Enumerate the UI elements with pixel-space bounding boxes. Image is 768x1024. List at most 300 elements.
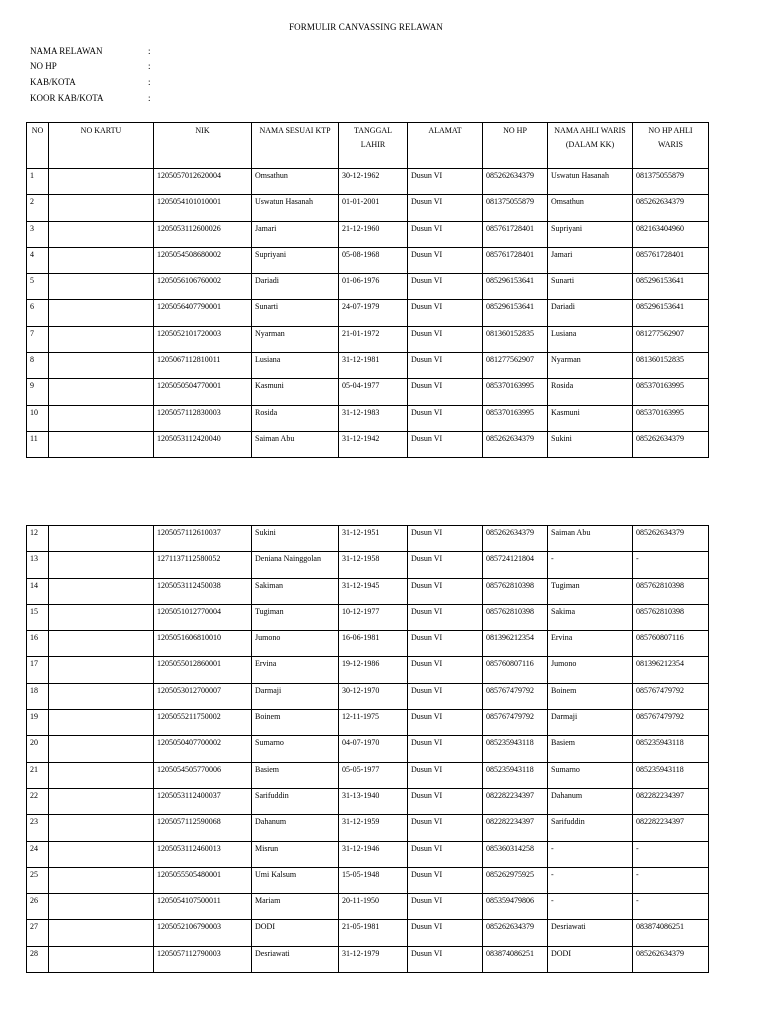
- cell-alamat: Dusun VI: [408, 578, 483, 604]
- cell-nama: Ervina: [252, 657, 339, 683]
- cell-no: 2: [27, 195, 49, 221]
- cell-nik: 1205050504770001: [154, 379, 252, 405]
- cell-no-kartu: [49, 552, 154, 578]
- cell-no-hp-ahli-waris: 085262634379: [633, 946, 709, 972]
- cell-tanggal-lahir: 12-11-1975: [339, 710, 408, 736]
- cell-nik: 1205051606810010: [154, 631, 252, 657]
- cell-no-kartu: [49, 169, 154, 195]
- cell-no-kartu: [49, 221, 154, 247]
- cell-nik: 1205057112830003: [154, 405, 252, 431]
- table-row: [27, 657, 709, 683]
- cell-tanggal-lahir: 31-12-1983: [339, 405, 408, 431]
- cell-nama: Sukini: [252, 526, 339, 552]
- cell-no: 4: [27, 247, 49, 273]
- cell-alamat: Dusun VI: [408, 762, 483, 788]
- cell-alamat: Dusun VI: [408, 788, 483, 814]
- cell-nama: Misrun: [252, 841, 339, 867]
- cell-alamat: Dusun VI: [408, 683, 483, 709]
- cell-no-hp: 081360152835: [483, 326, 548, 352]
- cell-no: 19: [27, 710, 49, 736]
- canvassing-table-part-2: [26, 525, 709, 973]
- cell-nik: 1205056106760002: [154, 274, 252, 300]
- cell-ahli-waris: Saiman Abu: [548, 526, 633, 552]
- cell-no-hp: 085262634379: [483, 431, 548, 457]
- cell-ahli-waris: Basiem: [548, 736, 633, 762]
- cell-alamat: Dusun VI: [408, 736, 483, 762]
- cell-alamat: Dusun VI: [408, 710, 483, 736]
- cell-no: 13: [27, 552, 49, 578]
- cell-nik: 1271137112580052: [154, 552, 252, 578]
- cell-ahli-waris: Sumarno: [548, 762, 633, 788]
- cell-nama: Nyarman: [252, 326, 339, 352]
- cell-no-hp-ahli-waris: 085296153641: [633, 274, 709, 300]
- cell-no: 28: [27, 946, 49, 972]
- cell-tanggal-lahir: 31-13-1940: [339, 788, 408, 814]
- cell-no: 7: [27, 326, 49, 352]
- field-colon: :: [148, 61, 151, 72]
- cell-nama: Jumono: [252, 631, 339, 657]
- cell-alamat: Dusun VI: [408, 946, 483, 972]
- field-label: NAMA RELAWAN: [30, 45, 103, 56]
- cell-nama: Uswatun Hasanah: [252, 195, 339, 221]
- cell-no-hp-ahli-waris: 085761728401: [633, 247, 709, 273]
- cell-alamat: Dusun VI: [408, 631, 483, 657]
- cell-no: 1: [27, 169, 49, 195]
- cell-no-hp: 081375055879: [483, 195, 548, 221]
- cell-no-kartu: [49, 920, 154, 946]
- cell-no: 5: [27, 274, 49, 300]
- cell-ahli-waris: Sunarti: [548, 274, 633, 300]
- header-nama-sesuai-ktp: NAMA SESUAI KTP: [252, 123, 339, 169]
- cell-ahli-waris: Boinem: [548, 683, 633, 709]
- cell-no: 17: [27, 657, 49, 683]
- cell-alamat: Dusun VI: [408, 353, 483, 379]
- cell-no-kartu: [49, 762, 154, 788]
- cell-no-kartu: [49, 841, 154, 867]
- cell-alamat: Dusun VI: [408, 526, 483, 552]
- cell-no-kartu: [49, 946, 154, 972]
- table-row: [27, 326, 709, 352]
- table-row: [27, 736, 709, 762]
- cell-no-hp: 082282234397: [483, 788, 548, 814]
- header-no: NO: [27, 123, 49, 169]
- cell-no-hp: 085767479792: [483, 683, 548, 709]
- cell-nama: Sarifuddin: [252, 788, 339, 814]
- cell-nik: 1205053112400037: [154, 788, 252, 814]
- form-title: FORMULIR CANVASSING RELAWAN: [289, 22, 443, 32]
- table-row: [27, 946, 709, 972]
- cell-ahli-waris: Dariadi: [548, 300, 633, 326]
- field-colon: :: [148, 92, 151, 103]
- cell-no-hp-ahli-waris: 085370163995: [633, 405, 709, 431]
- cell-nik: 1205054505770006: [154, 762, 252, 788]
- cell-tanggal-lahir: 05-08-1968: [339, 247, 408, 273]
- cell-no-kartu: [49, 815, 154, 841]
- cell-alamat: Dusun VI: [408, 274, 483, 300]
- cell-tanggal-lahir: 20-11-1950: [339, 894, 408, 920]
- cell-nik: 1205053112460013: [154, 841, 252, 867]
- cell-tanggal-lahir: 31-12-1981: [339, 353, 408, 379]
- header-nik: NIK: [154, 123, 252, 169]
- cell-no-hp: 083874086251: [483, 946, 548, 972]
- table-row: [27, 526, 709, 552]
- cell-no-hp-ahli-waris: 081375055879: [633, 169, 709, 195]
- cell-alamat: Dusun VI: [408, 867, 483, 893]
- cell-ahli-waris: Darmaji: [548, 710, 633, 736]
- cell-nik: 1205054101010001: [154, 195, 252, 221]
- cell-ahli-waris: Nyarman: [548, 353, 633, 379]
- field-nama-relawan: [30, 43, 158, 59]
- cell-alamat: Dusun VI: [408, 920, 483, 946]
- cell-no: 14: [27, 578, 49, 604]
- cell-tanggal-lahir: 31-12-1945: [339, 578, 408, 604]
- cell-no-hp-ahli-waris: 085767479792: [633, 683, 709, 709]
- cell-no-kartu: [49, 657, 154, 683]
- cell-no: 25: [27, 867, 49, 893]
- cell-no-kartu: [49, 379, 154, 405]
- cell-no-kartu: [49, 247, 154, 273]
- cell-no-hp-ahli-waris: 081277562907: [633, 326, 709, 352]
- cell-ahli-waris: Supriyani: [548, 221, 633, 247]
- cell-no-hp: 085262634379: [483, 920, 548, 946]
- cell-no-hp-ahli-waris: 083874086251: [633, 920, 709, 946]
- cell-no-kartu: [49, 736, 154, 762]
- table-row: [27, 604, 709, 630]
- cell-no-hp-ahli-waris: -: [633, 894, 709, 920]
- cell-no: 11: [27, 431, 49, 457]
- cell-no-hp: 085762810398: [483, 578, 548, 604]
- cell-nik: 1205052106790003: [154, 920, 252, 946]
- field-label: KOOR KAB/KOTA: [30, 92, 104, 103]
- cell-alamat: Dusun VI: [408, 379, 483, 405]
- header-nama-ahli-waris: NAMA AHLI WARIS (DALAM KK): [548, 123, 633, 169]
- cell-tanggal-lahir: 05-05-1977: [339, 762, 408, 788]
- cell-tanggal-lahir: 21-12-1960: [339, 221, 408, 247]
- cell-no-hp-ahli-waris: 081396212354: [633, 657, 709, 683]
- cell-tanggal-lahir: 05-04-1977: [339, 379, 408, 405]
- cell-tanggal-lahir: 31-12-1959: [339, 815, 408, 841]
- cell-nama: Tugiman: [252, 604, 339, 630]
- cell-tanggal-lahir: 31-12-1942: [339, 431, 408, 457]
- cell-no: 16: [27, 631, 49, 657]
- table-row: [27, 867, 709, 893]
- table-row: [27, 920, 709, 946]
- cell-no-kartu: [49, 274, 154, 300]
- table-row: [27, 762, 709, 788]
- cell-no-kartu: [49, 604, 154, 630]
- cell-no-hp: 082282234397: [483, 815, 548, 841]
- cell-nik: 1205057112590068: [154, 815, 252, 841]
- field-kab-kota: [30, 74, 158, 90]
- header-no-hp-ahli-waris: NO HP AHLI WARIS: [633, 123, 709, 169]
- cell-no-hp: 085761728401: [483, 221, 548, 247]
- cell-tanggal-lahir: 01-01-2001: [339, 195, 408, 221]
- cell-alamat: Dusun VI: [408, 604, 483, 630]
- cell-alamat: Dusun VI: [408, 657, 483, 683]
- cell-no: 26: [27, 894, 49, 920]
- cell-nik: 1205055211750002: [154, 710, 252, 736]
- table-row: [27, 431, 709, 457]
- cell-tanggal-lahir: 31-12-1958: [339, 552, 408, 578]
- cell-no-hp: 085370163995: [483, 379, 548, 405]
- cell-ahli-waris: Desriawati: [548, 920, 633, 946]
- header-tanggal-lahir: TANGGAL LAHIR: [339, 123, 408, 169]
- cell-tanggal-lahir: 30-12-1962: [339, 169, 408, 195]
- cell-alamat: Dusun VI: [408, 815, 483, 841]
- table-row: [27, 710, 709, 736]
- field-koor-kab-kota: [30, 90, 158, 106]
- cell-no: 21: [27, 762, 49, 788]
- table-row: [27, 788, 709, 814]
- cell-nik: 1205055505480001: [154, 867, 252, 893]
- table-row: [27, 841, 709, 867]
- cell-no: 24: [27, 841, 49, 867]
- cell-no-kartu: [49, 431, 154, 457]
- cell-no-hp: 085296153641: [483, 274, 548, 300]
- cell-no-hp-ahli-waris: 082163404960: [633, 221, 709, 247]
- table-row: [27, 353, 709, 379]
- cell-no-kartu: [49, 195, 154, 221]
- cell-no: 9: [27, 379, 49, 405]
- cell-no-hp: 085724121804: [483, 552, 548, 578]
- cell-nama: Dariadi: [252, 274, 339, 300]
- table-row: [27, 578, 709, 604]
- table-row: [27, 247, 709, 273]
- cell-no-hp: 085235943118: [483, 736, 548, 762]
- cell-nama: Rosida: [252, 405, 339, 431]
- cell-alamat: Dusun VI: [408, 221, 483, 247]
- cell-nama: Deniana Nainggolan: [252, 552, 339, 578]
- cell-nik: 1205056407790001: [154, 300, 252, 326]
- cell-no: 23: [27, 815, 49, 841]
- cell-no-kartu: [49, 683, 154, 709]
- cell-ahli-waris: Rosida: [548, 379, 633, 405]
- table-row: [27, 169, 709, 195]
- cell-ahli-waris: -: [548, 894, 633, 920]
- cell-no-kartu: [49, 353, 154, 379]
- cell-ahli-waris: Lusiana: [548, 326, 633, 352]
- cell-nik: 1205054508680002: [154, 247, 252, 273]
- cell-alamat: Dusun VI: [408, 431, 483, 457]
- table-row: [27, 683, 709, 709]
- cell-nik: 1205067112810011: [154, 353, 252, 379]
- cell-nama: Sunarti: [252, 300, 339, 326]
- cell-nik: 1205053112600026: [154, 221, 252, 247]
- table-row: [27, 405, 709, 431]
- cell-no-hp: 085262634379: [483, 526, 548, 552]
- cell-no-hp-ahli-waris: 082282234397: [633, 788, 709, 814]
- cell-no-kartu: [49, 526, 154, 552]
- cell-nik: 1205057012620004: [154, 169, 252, 195]
- cell-nik: 1205053112420040: [154, 431, 252, 457]
- cell-no-hp-ahli-waris: 081360152835: [633, 353, 709, 379]
- cell-alamat: Dusun VI: [408, 169, 483, 195]
- table-header: [27, 123, 709, 169]
- cell-ahli-waris: Sarifuddin: [548, 815, 633, 841]
- cell-no-hp-ahli-waris: 085235943118: [633, 762, 709, 788]
- header-row: [27, 123, 709, 169]
- cell-alamat: Dusun VI: [408, 195, 483, 221]
- header-alamat: ALAMAT: [408, 123, 483, 169]
- cell-ahli-waris: Uswatun Hasanah: [548, 169, 633, 195]
- cell-nik: 1205054107500011: [154, 894, 252, 920]
- cell-no-hp: 085760807116: [483, 657, 548, 683]
- cell-no-kartu: [49, 894, 154, 920]
- cell-nama: Saiman Abu: [252, 431, 339, 457]
- cell-ahli-waris: Ervina: [548, 631, 633, 657]
- field-colon: :: [148, 76, 151, 87]
- cell-tanggal-lahir: 31-12-1979: [339, 946, 408, 972]
- table-row: [27, 274, 709, 300]
- cell-alamat: Dusun VI: [408, 894, 483, 920]
- table-row: [27, 221, 709, 247]
- cell-no-hp-ahli-waris: 085262634379: [633, 431, 709, 457]
- cell-no-hp-ahli-waris: 085760807116: [633, 631, 709, 657]
- cell-no-hp-ahli-waris: -: [633, 552, 709, 578]
- cell-tanggal-lahir: 15-05-1948: [339, 867, 408, 893]
- cell-tanggal-lahir: 10-12-1977: [339, 604, 408, 630]
- cell-tanggal-lahir: 31-12-1951: [339, 526, 408, 552]
- table-row: [27, 300, 709, 326]
- table-row: [27, 631, 709, 657]
- cell-ahli-waris: Sukini: [548, 431, 633, 457]
- cell-no-hp: 085370163995: [483, 405, 548, 431]
- cell-ahli-waris: DODI: [548, 946, 633, 972]
- cell-no: 20: [27, 736, 49, 762]
- cell-alamat: Dusun VI: [408, 326, 483, 352]
- cell-nama: Umi Kalsum: [252, 867, 339, 893]
- field-label: KAB/KOTA: [30, 76, 76, 87]
- cell-nik: 1205050407700002: [154, 736, 252, 762]
- cell-no-hp-ahli-waris: -: [633, 841, 709, 867]
- cell-no-kartu: [49, 867, 154, 893]
- cell-nama: Sakiman: [252, 578, 339, 604]
- cell-tanggal-lahir: 21-01-1972: [339, 326, 408, 352]
- canvassing-table-part-1: [26, 122, 709, 458]
- cell-nama: Desriawati: [252, 946, 339, 972]
- table-row: [27, 552, 709, 578]
- cell-no-kartu: [49, 405, 154, 431]
- cell-nik: 1205051012770004: [154, 604, 252, 630]
- cell-ahli-waris: Sakima: [548, 604, 633, 630]
- cell-nik: 1205053112450038: [154, 578, 252, 604]
- cell-no-hp-ahli-waris: 085370163995: [633, 379, 709, 405]
- field-label: NO HP: [30, 61, 57, 72]
- header-no-hp: NO HP: [483, 123, 548, 169]
- cell-no-kartu: [49, 300, 154, 326]
- cell-no-kartu: [49, 326, 154, 352]
- cell-tanggal-lahir: 31-12-1946: [339, 841, 408, 867]
- cell-no-hp: 085296153641: [483, 300, 548, 326]
- cell-nik: 1205055012860001: [154, 657, 252, 683]
- table-body: [27, 526, 709, 973]
- cell-no: 8: [27, 353, 49, 379]
- cell-no-hp: 085359479806: [483, 894, 548, 920]
- cell-nama: DODI: [252, 920, 339, 946]
- field-no-hp: [30, 59, 158, 75]
- cell-no: 3: [27, 221, 49, 247]
- cell-no-hp-ahli-waris: 082282234397: [633, 815, 709, 841]
- cell-no: 6: [27, 300, 49, 326]
- cell-tanggal-lahir: 01-06-1976: [339, 274, 408, 300]
- cell-nama: Basiem: [252, 762, 339, 788]
- cell-nama: Boinem: [252, 710, 339, 736]
- cell-ahli-waris: -: [548, 552, 633, 578]
- cell-nama: Kasmuni: [252, 379, 339, 405]
- cell-tanggal-lahir: 19-12-1986: [339, 657, 408, 683]
- cell-no-hp-ahli-waris: 085235943118: [633, 736, 709, 762]
- cell-nama: Darmaji: [252, 683, 339, 709]
- cell-no: 12: [27, 526, 49, 552]
- cell-ahli-waris: -: [548, 841, 633, 867]
- cell-no-hp: 081396212354: [483, 631, 548, 657]
- cell-nama: Jamari: [252, 221, 339, 247]
- table-row: [27, 195, 709, 221]
- cell-nik: 1205053012700007: [154, 683, 252, 709]
- cell-no-hp: 085761728401: [483, 247, 548, 273]
- table-row: [27, 815, 709, 841]
- cell-ahli-waris: Jumono: [548, 657, 633, 683]
- cell-nama: Sumarno: [252, 736, 339, 762]
- cell-no-hp-ahli-waris: -: [633, 867, 709, 893]
- cell-no-kartu: [49, 710, 154, 736]
- cell-alamat: Dusun VI: [408, 405, 483, 431]
- cell-no: 22: [27, 788, 49, 814]
- cell-no-hp: 085360314258: [483, 841, 548, 867]
- table-row: [27, 379, 709, 405]
- table-body: [27, 169, 709, 458]
- cell-no: 27: [27, 920, 49, 946]
- cell-no-hp: 085762810398: [483, 604, 548, 630]
- cell-nama: Omsathun: [252, 169, 339, 195]
- cell-no-hp-ahli-waris: 085262634379: [633, 195, 709, 221]
- cell-tanggal-lahir: 30-12-1970: [339, 683, 408, 709]
- cell-nik: 1205057112610037: [154, 526, 252, 552]
- cell-no-kartu: [49, 631, 154, 657]
- cell-nama: Lusiana: [252, 353, 339, 379]
- cell-no-hp: 081277562907: [483, 353, 548, 379]
- cell-ahli-waris: Kasmuni: [548, 405, 633, 431]
- cell-no-hp: 085262634379: [483, 169, 548, 195]
- cell-tanggal-lahir: 21-05-1981: [339, 920, 408, 946]
- cell-alamat: Dusun VI: [408, 841, 483, 867]
- cell-no-hp-ahli-waris: 085296153641: [633, 300, 709, 326]
- volunteer-info: [30, 43, 158, 105]
- cell-nik: 1205057112790003: [154, 946, 252, 972]
- cell-tanggal-lahir: 24-07-1979: [339, 300, 408, 326]
- cell-nama: Supriyani: [252, 247, 339, 273]
- cell-no-hp: 085262975925: [483, 867, 548, 893]
- table-row: [27, 894, 709, 920]
- cell-ahli-waris: Omsathun: [548, 195, 633, 221]
- cell-no-hp-ahli-waris: 085767479792: [633, 710, 709, 736]
- cell-no: 18: [27, 683, 49, 709]
- cell-tanggal-lahir: 04-07-1970: [339, 736, 408, 762]
- cell-no-hp-ahli-waris: 085762810398: [633, 604, 709, 630]
- cell-ahli-waris: -: [548, 867, 633, 893]
- cell-no-hp: 085767479792: [483, 710, 548, 736]
- field-colon: :: [148, 45, 151, 56]
- cell-no-kartu: [49, 788, 154, 814]
- cell-no: 15: [27, 604, 49, 630]
- cell-ahli-waris: Jamari: [548, 247, 633, 273]
- cell-no-hp: 085235943118: [483, 762, 548, 788]
- cell-nama: Mariam: [252, 894, 339, 920]
- cell-no-kartu: [49, 578, 154, 604]
- cell-no-hp-ahli-waris: 085262634379: [633, 526, 709, 552]
- cell-alamat: Dusun VI: [408, 300, 483, 326]
- cell-ahli-waris: Tugiman: [548, 578, 633, 604]
